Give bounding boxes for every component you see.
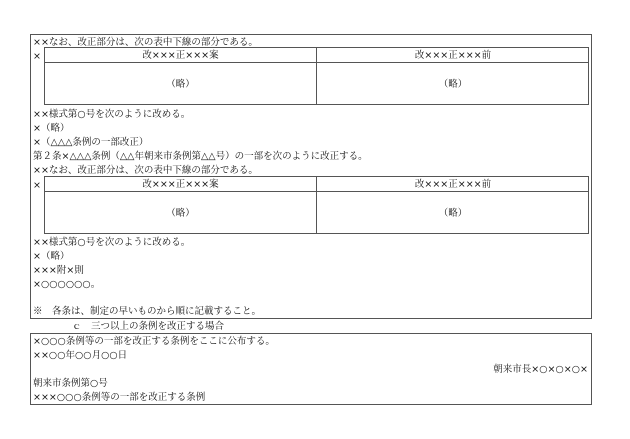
text-line: ×○○○○○○。 bbox=[33, 279, 101, 290]
text-line: ××様式第○号を次のように改める。 bbox=[33, 109, 191, 120]
comparison-table-1 bbox=[44, 47, 589, 105]
current-body: （略） bbox=[438, 208, 468, 219]
date-line: ××○○年○○月○○日 bbox=[33, 350, 128, 361]
promulgation-line: ×○○○条例等の一部を改正する条例をここに公布する。 bbox=[33, 336, 275, 347]
row-marker-2: × bbox=[33, 180, 41, 191]
proposed-body: （略） bbox=[166, 79, 195, 90]
mayor-signature-line: 朝来市長×○×○×○× bbox=[493, 364, 588, 375]
supplementary-provisions-heading: ×××附×則 bbox=[33, 265, 84, 276]
section-heading: ｃ 三つ以上の条例を改正する場合 bbox=[72, 321, 225, 332]
amendment-note-1: ××なお、改正部分は、次の表中下線の部分である。 bbox=[33, 37, 258, 48]
ordinance-number: 朝来市条例第○号 bbox=[33, 378, 108, 389]
current-body: （略） bbox=[438, 79, 468, 90]
text-line: ×（略） bbox=[33, 123, 70, 134]
article-text: 第２条×△△△条例（△△年朝来市条例第△△号）の一部を次のように改正する。 bbox=[33, 151, 368, 162]
text-line: ×（略） bbox=[33, 251, 70, 262]
ordinance-title: ×××○○○条例等の一部を改正する条例 bbox=[33, 392, 206, 403]
text-line: ××様式第○号を次のように改める。 bbox=[33, 237, 191, 248]
comparison-table-2 bbox=[44, 176, 589, 234]
article-caption: ×（△△△条例の一部改正） bbox=[33, 137, 149, 148]
amendment-note-2: ××なお、改正部分は、次の表中下線の部分である。 bbox=[33, 165, 258, 176]
column-header-proposed: 改×××正×××案 bbox=[142, 179, 219, 190]
note-line: ※ 各条は、制定の早いものから順に記載すること。 bbox=[33, 306, 262, 317]
column-header-current: 改×××正×××前 bbox=[414, 50, 492, 61]
column-header-proposed: 改×××正×××案 bbox=[142, 50, 219, 61]
row-marker-1: × bbox=[33, 51, 41, 62]
proposed-body: （略） bbox=[166, 208, 195, 219]
column-header-current: 改×××正×××前 bbox=[414, 179, 492, 190]
